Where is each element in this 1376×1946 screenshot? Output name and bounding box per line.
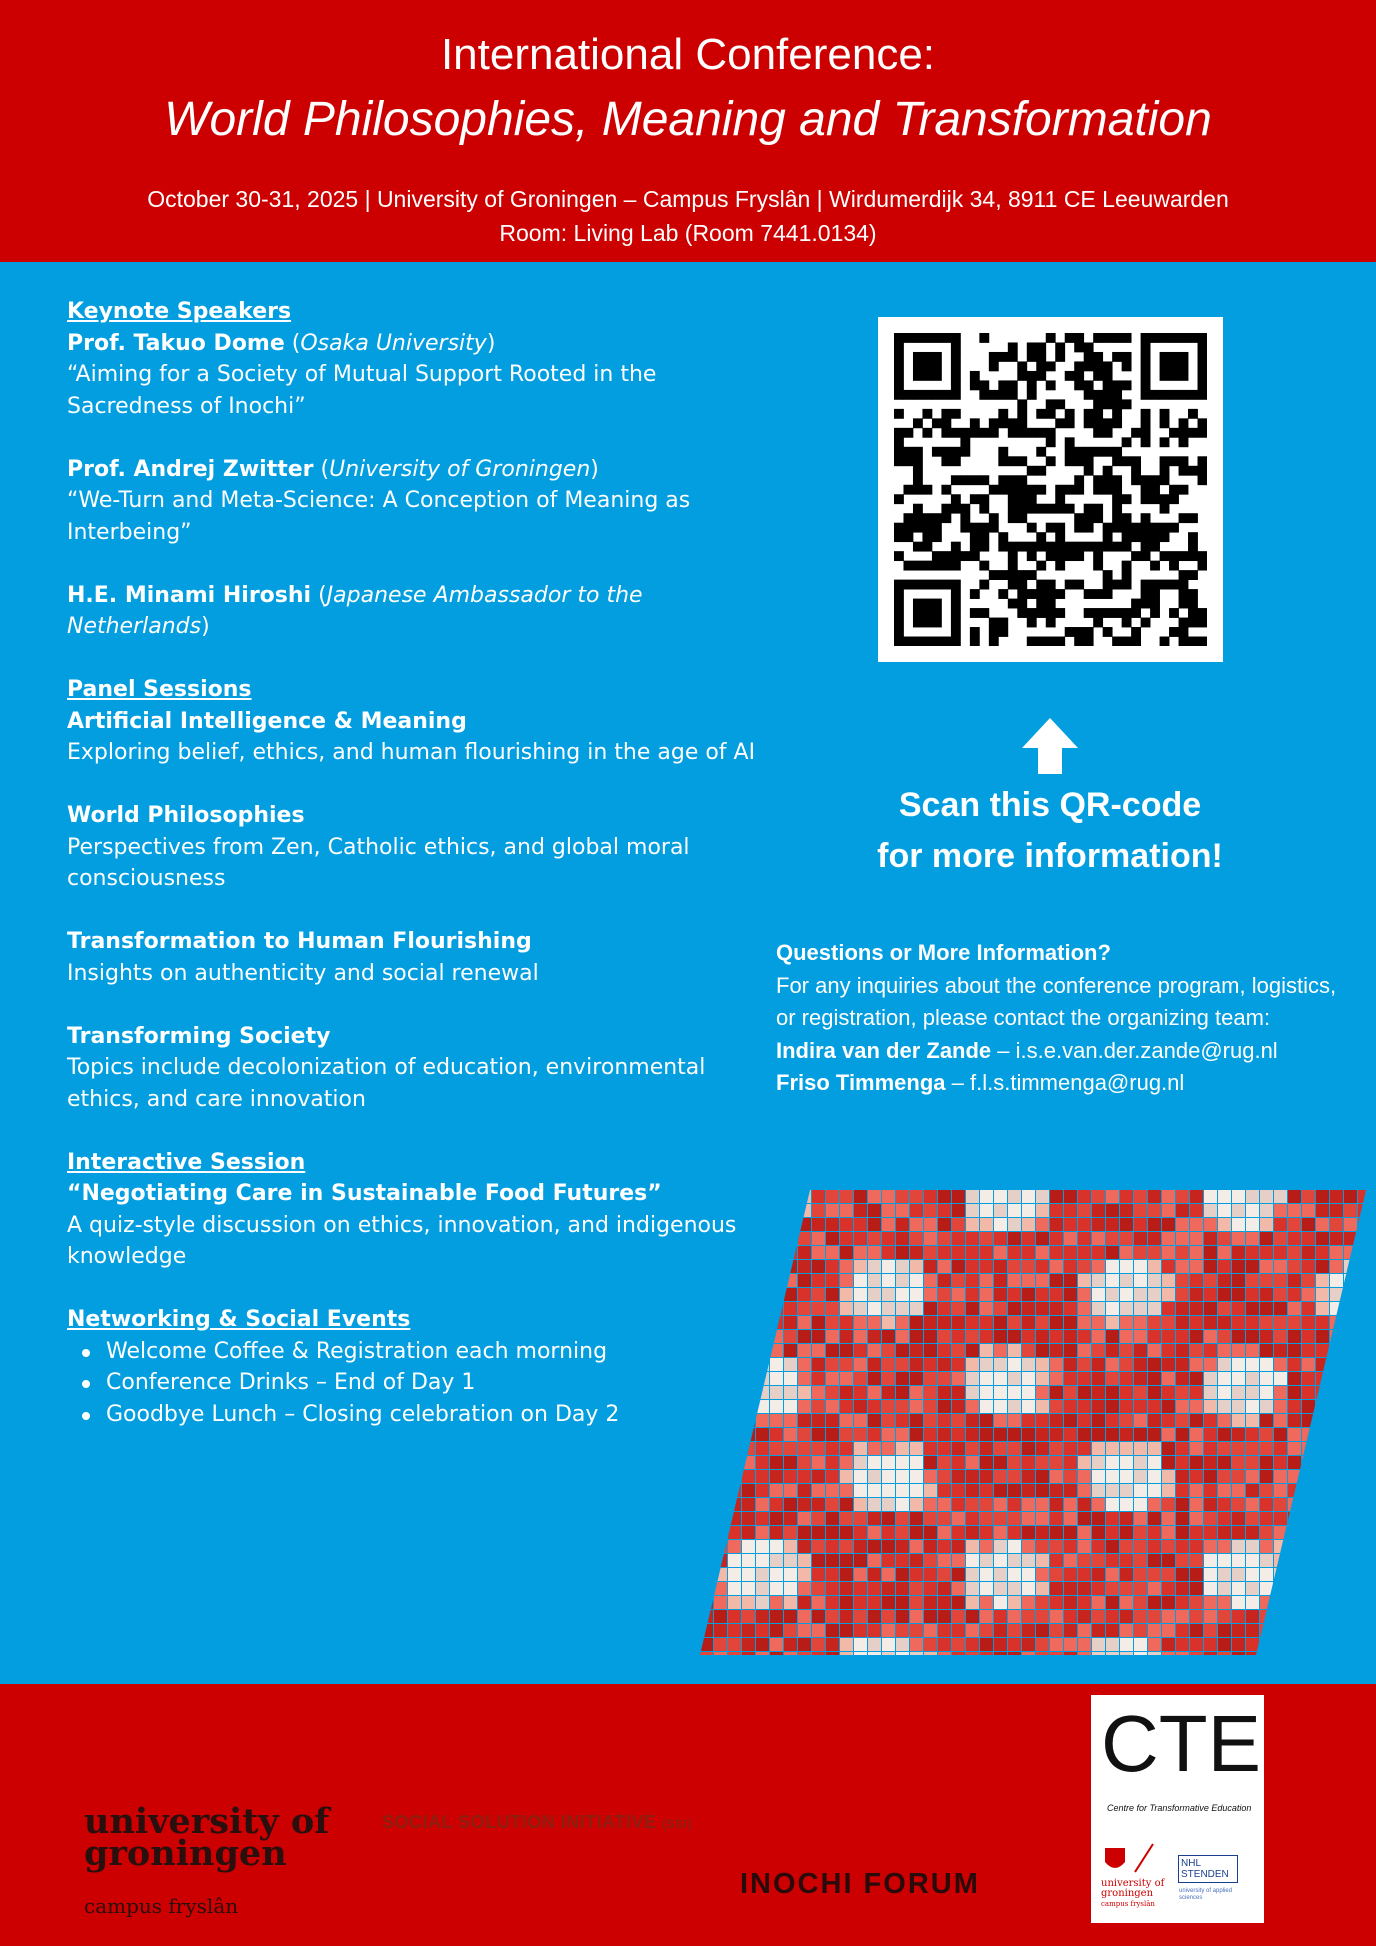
scan-cta [830, 780, 1270, 882]
interactive-title: “Negotiating Care in Sustainable Food Futures” [67, 1181, 662, 1206]
cte-fullname: Centre for Transformative Education [1107, 1803, 1252, 1813]
cte-rug-line-3: campus fryslân [1101, 1900, 1155, 1908]
speaker-affiliation: Japanese Ambassador to the Netherlands [67, 582, 643, 639]
panel-heading: Panel Sessions [67, 677, 252, 702]
speaker-affiliation: University of Groningen [329, 456, 591, 482]
nhl-stenden-logo [1178, 1855, 1238, 1901]
rug-campus: campus fryslân [84, 1894, 239, 1918]
arrow-up-icon [1020, 716, 1080, 776]
panel-title: Artificial Intelligence & Meaning [67, 708, 467, 734]
list-item: Goodbye Lunch – Closing celebration on Day 2 [67, 1399, 767, 1431]
cte-rug-line-1: university of [1101, 1878, 1165, 1889]
cte-logo [1091, 1695, 1264, 1923]
scan-line-2: for more information! [877, 837, 1223, 875]
scan-line-1: Scan this QR-code [898, 786, 1202, 824]
contact-name: Friso Timmenga [776, 1070, 946, 1095]
rug-mini-crest-icon [1103, 1840, 1163, 1876]
speaker-name: Prof. Andrej Zwitter [67, 456, 314, 482]
date-location: October 30-31, 2025 | University of Groningen – Campus Fryslân | Wirdumerdijk 34, 8911 CE Leeuwarden [147, 186, 1229, 212]
keynote-heading: Keynote Speakers [67, 299, 292, 324]
speaker-name: H.E. Minami Hiroshi [67, 582, 312, 608]
cte-title: CTE [1101, 1699, 1261, 1788]
contact-person [776, 1035, 1361, 1068]
contact-email[interactable]: – f.l.s.timmenga@rug.nl [951, 1070, 1185, 1095]
contact-email[interactable]: – i.s.e.van.der.zande@rug.nl [997, 1037, 1278, 1063]
speaker-affiliation: Osaka University [300, 330, 487, 356]
panel-desc: Insights on authenticity and social renewal [67, 960, 539, 986]
contact-name: Indira van der Zande [776, 1037, 992, 1063]
contact-block [776, 937, 1361, 1100]
panel-desc: Topics include decolonization of education, environmental ethics, and care innovation [67, 1055, 706, 1112]
keynote-speaker: Prof. Andrej Zwitter (University of Groningen) [67, 456, 599, 482]
speaker-name: Prof. Takuo Dome [67, 330, 285, 356]
rug-line-2: groningen [84, 1833, 287, 1874]
networking-list [67, 1336, 767, 1431]
panel-title: World Philosophies [67, 803, 305, 828]
panel-desc: Perspectives from Zen, Catholic ethics, and global moral consciousness [67, 834, 690, 891]
ssi-abbr: (SSI) [661, 1817, 692, 1831]
keynote-speaker: H.E. Minami Hiroshi (Japanese Ambassador to the Netherlands) [67, 582, 643, 639]
cte-rug-text [1101, 1879, 1164, 1909]
speaker-talk: “We-Turn and Meta-Science: A Conception of Meaning as Interbeing” [67, 488, 691, 545]
networking-heading: Networking & Social Events [67, 1307, 411, 1332]
ssi-name: SOCIAL SOLUTION INITIATIVE [382, 1812, 657, 1832]
nhl-line-3: university of applied sciences [1179, 1888, 1233, 1901]
interactive-heading: Interactive Session [67, 1149, 306, 1175]
contact-heading: Questions or More Information? [776, 940, 1111, 965]
panel-desc: Exploring belief, ethics, and human flourishing in the age of AI [67, 740, 756, 765]
header-banner [0, 0, 1376, 262]
list-item: Conference Drinks – End of Day 1 [67, 1367, 767, 1399]
nhl-line-2: STENDEN [1181, 1869, 1229, 1880]
speaker-talk: “Aiming for a Society of Mutual Support Rooted in the Sacredness of Inochi” [67, 362, 657, 419]
panel-title: Transformation to Human Flourishing [67, 929, 532, 954]
panel-title: Transforming Society [67, 1023, 331, 1049]
interactive-desc: A quiz-style discussion on ethics, innovation, and indigenous knowledge [67, 1212, 737, 1269]
room-info: Room: Living Lab (Room 7441.0134) [499, 220, 877, 246]
inochi-forum-text: INOCHI FORUM [740, 1868, 980, 1900]
nhl-line-1: NHL [1181, 1858, 1202, 1869]
keynote-speaker: Prof. Takuo Dome (Osaka University) [67, 330, 496, 356]
list-item: Welcome Coffee & Registration each morning [67, 1336, 767, 1368]
qr-code-icon[interactable] [878, 317, 1223, 662]
conference-subtitle: World Philosophies, Meaning and Transformation [164, 93, 1212, 146]
ssi-logo-text [382, 1812, 692, 1833]
rug-line-1: university of [84, 1801, 330, 1842]
program-column [67, 296, 767, 1430]
daruma-dolls-image [700, 1190, 1366, 1655]
cte-rug-line-2: groningen [1101, 1888, 1154, 1899]
contact-body: For any inquiries about the conference program, logistics, or registration, please contact the organizing team: [776, 972, 1337, 1030]
rug-logo-text [84, 1801, 330, 1874]
contact-person [776, 1067, 1361, 1100]
conference-title: International Conference: [440, 30, 936, 79]
